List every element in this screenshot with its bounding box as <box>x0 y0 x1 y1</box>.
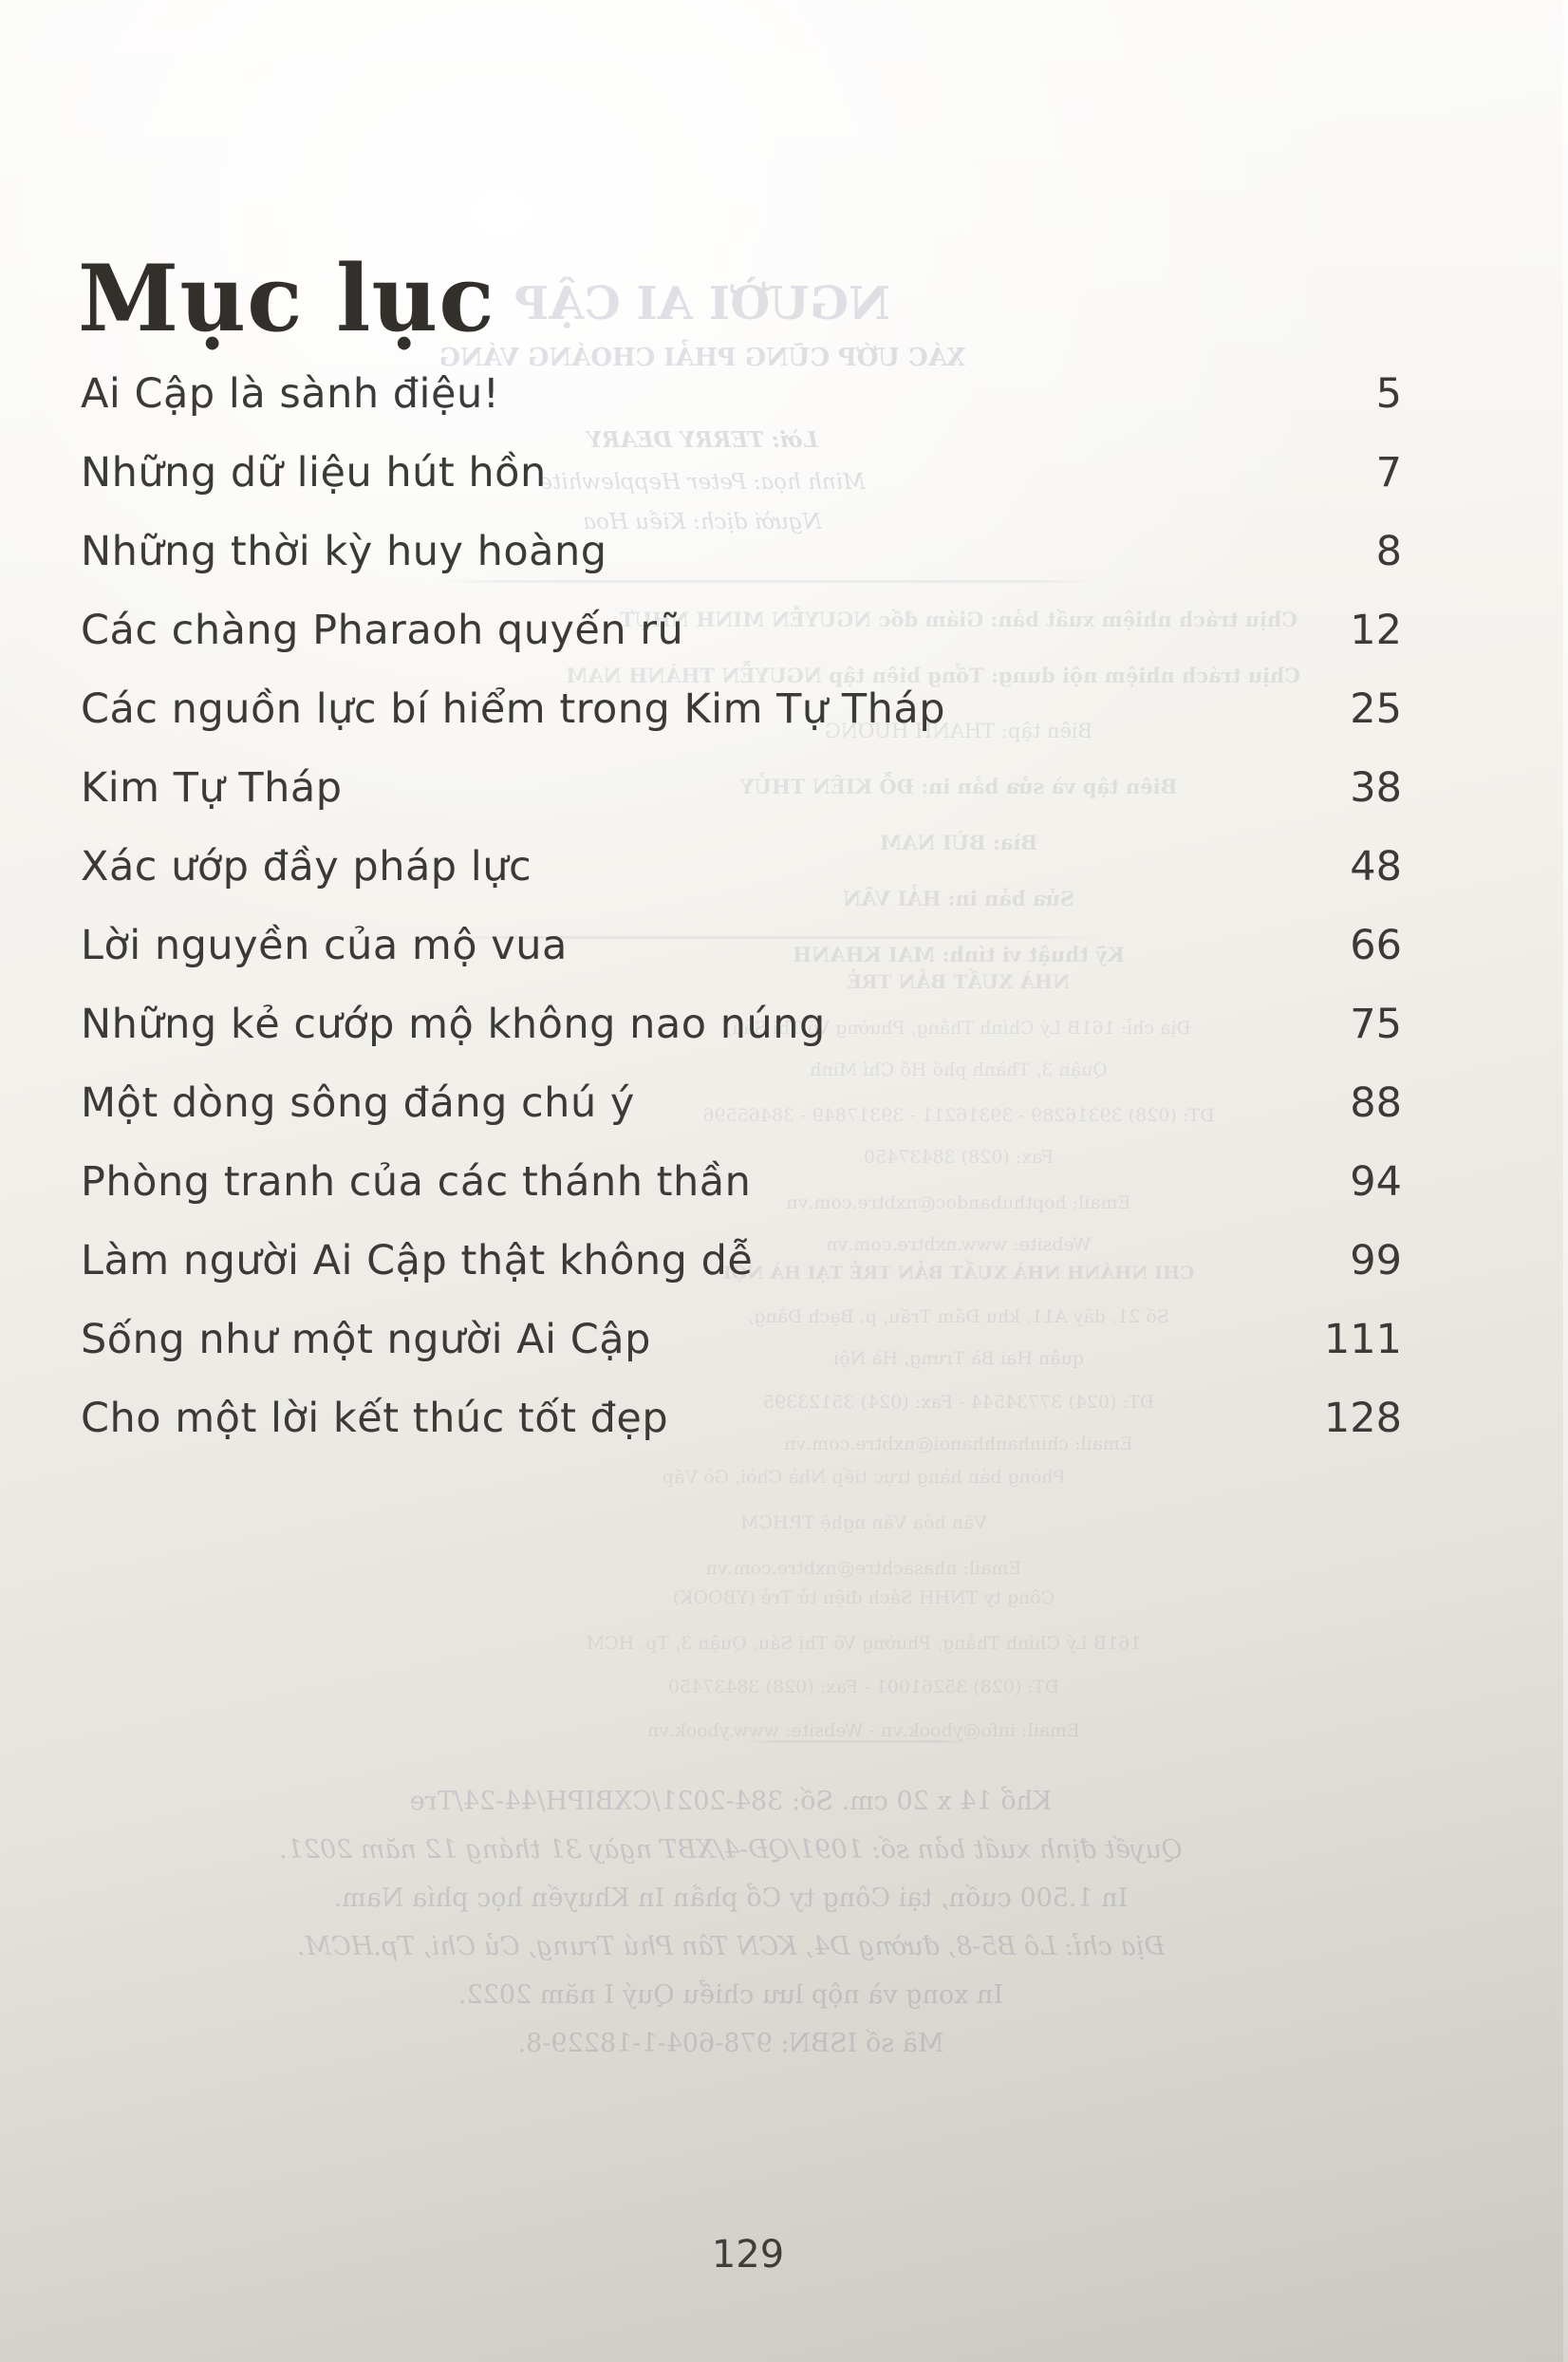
toc-entry-page-number: 75 <box>1350 1001 1402 1048</box>
bleedthrough-line: Bìa: BÙI NAM <box>879 831 1038 854</box>
toc-row <box>81 607 1402 685</box>
toc-row <box>81 764 1402 843</box>
toc-entry-label: Một dòng sông đáng chú ý <box>81 1079 635 1127</box>
toc-entry-page-number: 99 <box>1350 1237 1402 1284</box>
bleedthrough-line: Sửa bản in: HẢI VÂN <box>843 887 1074 910</box>
toc-entry-page-number: 88 <box>1350 1079 1402 1127</box>
toc-row <box>81 1316 1402 1395</box>
table-of-contents <box>81 370 1402 1473</box>
bleedthrough-line: Quyết định xuất bản số: 1091/QĐ-4/XBT ngày 31 tháng 12 năm 2021. <box>279 1835 1183 1865</box>
toc-entry-label: Sống như một người Ai Cập <box>81 1316 651 1363</box>
bleedthrough-line: Website: www.nxbtre.com.vn <box>826 1234 1092 1255</box>
bleedthrough-text-block <box>532 1587 1196 1741</box>
bleedthrough-line: CHI NHÁNH NHÀ XUẤT BẢN TRẺ TẠI HÀ NỘI <box>722 1263 1195 1284</box>
bleedthrough-line: Fax: (028) 38437450 <box>863 1147 1055 1168</box>
toc-entry-label: Các nguồn lực bí hiểm trong Kim Tự Tháp <box>81 685 946 733</box>
toc-entry-page-number: 66 <box>1350 922 1402 969</box>
bleedthrough-line: Văn hóa Văn nghệ TP.HCM <box>740 1512 987 1533</box>
toc-row <box>81 1158 1402 1237</box>
toc-entry-label: Phòng tranh của các thánh thần <box>81 1158 752 1206</box>
bleedthrough-line: Chịu trách nhiệm nội dung: Tổng biên tập NGUYỄN THÀNH NAM <box>566 664 1300 687</box>
bleedthrough-line: Email: nhasachtre@nxbtre.com.vn <box>705 1558 1022 1579</box>
page-title: Mục lục <box>78 245 495 353</box>
toc-entry-page-number: 38 <box>1350 764 1402 812</box>
toc-entry-page-number: 94 <box>1350 1158 1402 1206</box>
toc-row <box>81 528 1402 607</box>
toc-row <box>81 922 1402 1001</box>
toc-entry-page-number: 5 <box>1375 370 1402 418</box>
toc-entry-page-number: 12 <box>1350 607 1402 654</box>
toc-entry-label: Những dữ liệu hút hồn <box>81 449 547 497</box>
toc-entry-label: Cho một lời kết thúc tốt đẹp <box>81 1395 669 1442</box>
bleedthrough-line: Địa chỉ: Lô B5-8, đường D4, KCN Tân Phú Trung, Củ Chi, Tp.HCM. <box>296 1932 1166 1961</box>
bleedthrough-line: Công ty TNHH Sách điện tử Trẻ (YBOOK) <box>672 1587 1055 1608</box>
bleedthrough-line: Phòng bán hàng trực tiếp Nhà Chòi, Gò Vấp <box>662 1467 1066 1488</box>
bleedthrough-line: Địa chỉ: 161B Lý Chính Thắng, Phường Võ Thị Sáu, <box>726 1018 1191 1039</box>
bleedthrough-line: ĐT: (024) 37734544 - Fax: (024) 35123395 <box>762 1392 1155 1413</box>
bleedthrough-line: Khổ 14 x 20 cm. Số: 384-2021/CXBIPH/44-24/Tre <box>409 1787 1053 1816</box>
toc-entry-label: Ai Cập là sành điệu! <box>81 370 500 418</box>
bleedthrough-line: In xong và nộp lưu chiểu Quý I năm 2022. <box>457 1980 1004 2010</box>
bleedthrough-line: Email: chinhanhhanoi@nxbtre.com.vn <box>784 1434 1133 1454</box>
toc-entry-page-number: 25 <box>1350 685 1402 733</box>
toc-entry-label: Những kẻ cướp mộ không nao núng <box>81 1001 826 1048</box>
bleedthrough-line: In 1.500 cuốn, tại Công ty Cổ phần In Khuyến học phía Nam. <box>333 1884 1129 1913</box>
toc-entry-label: Các chàng Pharaoh quyến rũ <box>81 607 684 654</box>
toc-row <box>81 843 1402 922</box>
toc-entry-label: Kim Tự Tháp <box>81 764 343 812</box>
toc-entry-page-number: 128 <box>1323 1395 1402 1442</box>
toc-row <box>81 449 1402 528</box>
toc-entry-label: Lời nguyền của mộ vua <box>81 922 568 969</box>
toc-row <box>81 370 1402 449</box>
toc-entry-label: Những thời kỳ huy hoàng <box>81 528 607 575</box>
bleedthrough-line: Quận 3, Thành phố Hồ Chí Minh <box>810 1059 1108 1080</box>
bleedthrough-line: XÁC ƯỚP CŨNG PHẢI CHOÁNG VÁNG <box>439 344 966 372</box>
toc-row <box>81 1395 1402 1473</box>
bleedthrough-line: Biên tập: THANH HƯƠNG <box>824 720 1093 742</box>
folio-page-number: 129 <box>711 2233 785 2277</box>
toc-entry-page-number: 48 <box>1350 843 1402 890</box>
toc-row <box>81 1237 1402 1316</box>
toc-entry-label: Làm người Ai Cập thật không dễ <box>81 1237 754 1284</box>
bleedthrough-line: Email: hopthubandoc@nxbtre.com.vn <box>786 1192 1131 1213</box>
toc-entry-page-number: 111 <box>1323 1316 1402 1363</box>
bleedthrough-line: Lời: TERRY DEARY <box>587 427 818 453</box>
bleedthrough-text-block <box>532 1467 1196 1579</box>
bleedthrough-line: Email: info@ybook.vn - Website: www.ybook.vn <box>647 1720 1080 1741</box>
bleedthrough-rule <box>750 1740 968 1743</box>
bleedthrough-line: 161B Lý Chính Thắng, Phường Võ Thị Sáu, Quận 3, Tp. HCM <box>586 1633 1142 1654</box>
page-edge-highlight <box>1563 0 1568 2362</box>
toc-entry-label: Xác ướp đầy pháp lực <box>81 843 532 890</box>
bleedthrough-line: Người dịch: Kiều Hoa <box>583 510 822 534</box>
bleedthrough-line: Số 21, dãy A11, khu Đầm Trấu, p. Bạch Đằng, <box>748 1306 1169 1327</box>
toc-row <box>81 685 1402 764</box>
bleedthrough-line: Biên tập và sửa bản in: ĐỖ KIÊN THỦY <box>739 775 1178 798</box>
bleedthrough-line: NGƯỜI AI CẬP <box>514 277 890 330</box>
bleedthrough-line: ĐT: (028) 35261001 - Fax: (028) 38437450 <box>667 1677 1060 1697</box>
toc-row <box>81 1079 1402 1158</box>
bleedthrough-line: Mã số ISBN: 978-604-1-18229-8. <box>517 2029 944 2058</box>
bleedthrough-text-block <box>237 1787 1224 2058</box>
toc-entry-page-number: 7 <box>1375 449 1402 497</box>
bleedthrough-line: ĐT: (028) 39316289 - 39316211 - 39317849 - 38465596 <box>702 1105 1215 1126</box>
bleedthrough-line: Kỹ thuật vi tính: MAI KHANH <box>793 943 1125 966</box>
toc-row <box>81 1001 1402 1079</box>
bleedthrough-line: Chịu trách nhiệm xuất bản: Giám đốc NGUYỄN MINH NHỰT <box>620 608 1297 631</box>
bleedthrough-line: Minh họa: Peter Hepplewhite <box>539 470 866 495</box>
bleedthrough-line: NHÀ XUẤT BẢN TRẺ <box>847 970 1071 993</box>
bleedthrough-line: quận Hai Bà Trưng, Hà Nội <box>833 1348 1084 1369</box>
toc-entry-page-number: 8 <box>1375 528 1402 575</box>
